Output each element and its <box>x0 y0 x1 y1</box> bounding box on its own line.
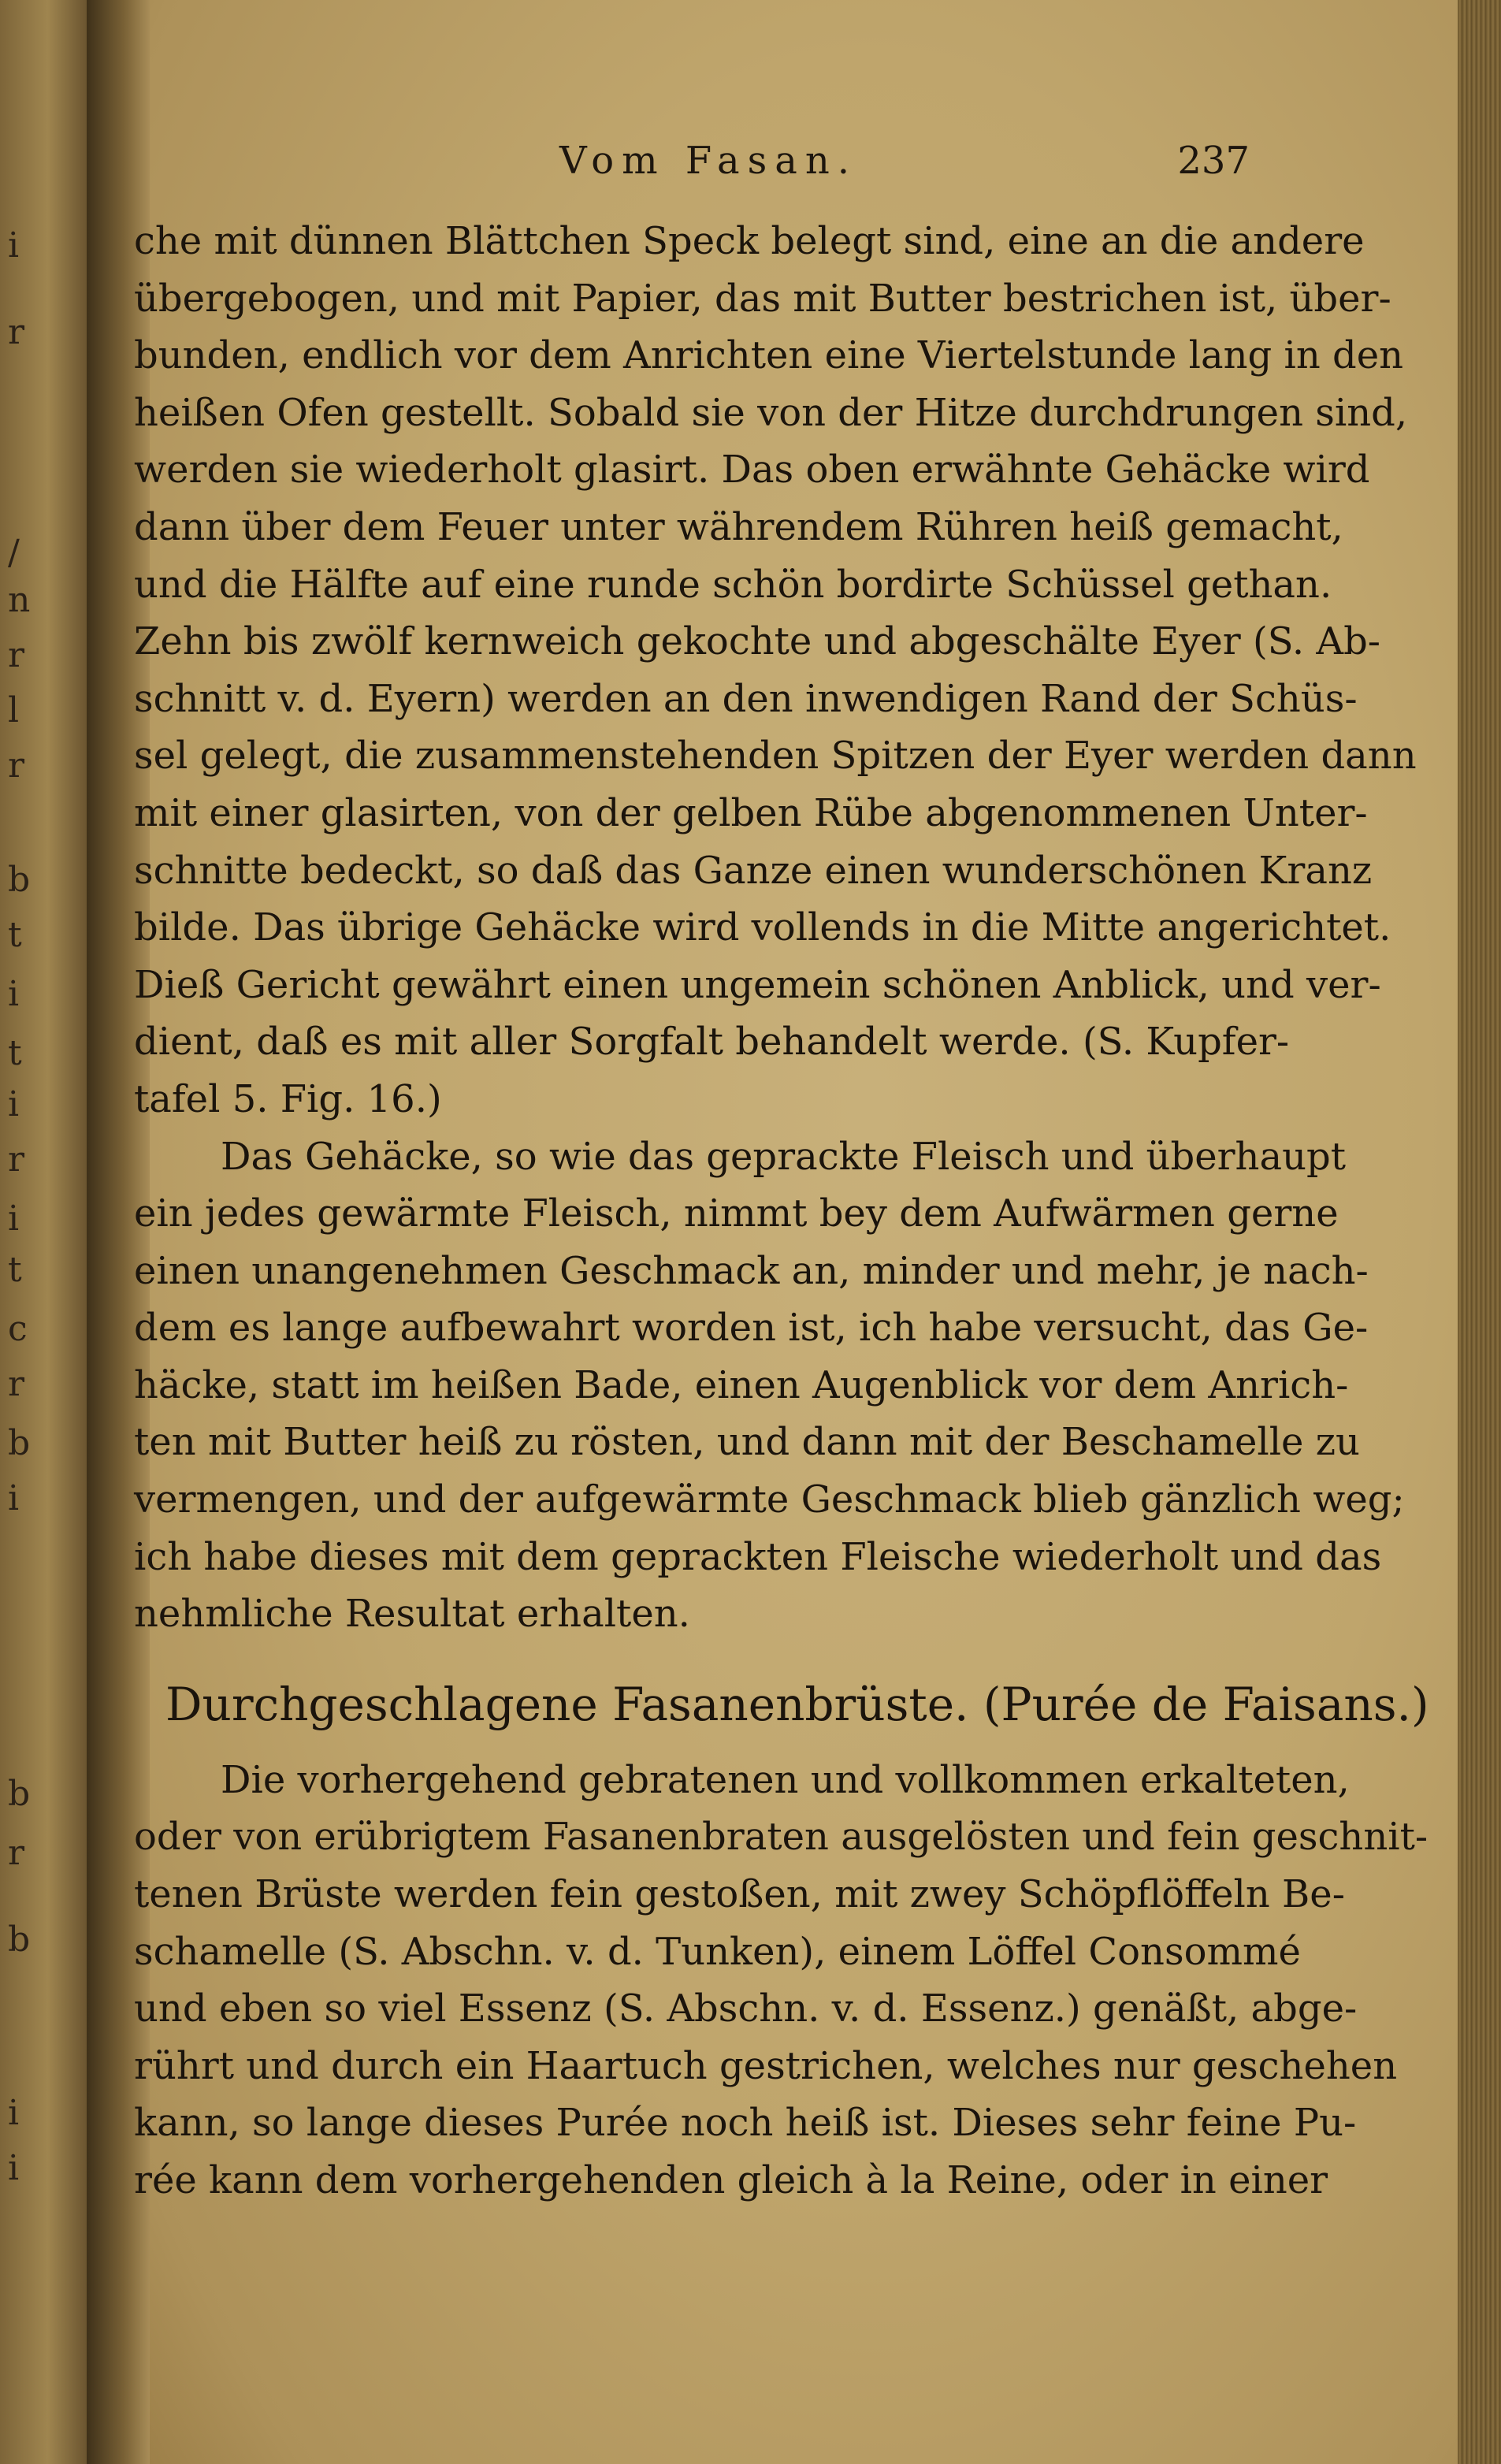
paragraph-2 <box>134 1128 1405 1643</box>
text-line: schnitt v. d. Eyern) werden an den inwendigen Rand der Schüs- <box>134 676 1358 721</box>
text-line: oder von erübrigtem Fasanenbraten ausgelösten und fein geschnit- <box>134 1815 1429 1860</box>
text-line: nehmliche Resultat erhalten. <box>134 1592 690 1637</box>
text-line: schamelle (S. Abschn. v. d. Tunken), einem Löffel Consommé <box>134 1929 1301 1974</box>
text-line: vermengen, und der aufgewärmte Geschmack blieb gänzlich weg; <box>134 1477 1405 1522</box>
body-text <box>134 213 1429 2209</box>
text-line: ich habe dieses mit dem geprackten Fleische wiederholt und das <box>134 1534 1382 1579</box>
text-line: che mit dünnen Blättchen Speck belegt sind, eine an die andere <box>134 219 1365 263</box>
text-line: heißen Ofen gestellt. Sobald sie von der Hitze durchdrungen sind, <box>134 390 1408 435</box>
text-line: sel gelegt, die zusammenstehenden Spitzen der Eyer werden dann <box>134 734 1417 779</box>
facing-page-fragment: b <box>8 1423 31 1463</box>
facing-page-fragment: r <box>8 1364 25 1404</box>
text-line: werden sie wiederholt glasirt. Das oben erwähnte Gehäcke wird <box>134 448 1370 492</box>
text-line: Dieß Gericht gewährt einen ungemein schönen Anblick, und ver- <box>134 962 1381 1007</box>
text-line: dient, daß es mit aller Sorgfalt behandelt werde. (S. Kupfer- <box>134 1020 1290 1065</box>
facing-page-fragment: b <box>8 1920 31 1960</box>
page-edges <box>1458 0 1501 2464</box>
text-line: kann, so lange dieses Purée noch heiß ist. Dieses sehr feine Pu- <box>134 2101 1357 2146</box>
facing-page-fragment: i <box>8 1084 20 1124</box>
running-header <box>425 139 1308 194</box>
text-line: und eben so viel Essenz (S. Abschn. v. d. Essenz.) genäßt, abge- <box>134 1986 1358 2031</box>
text-line: häcke, statt im heißen Bade, einen Augenblick vor dem Anrich- <box>134 1362 1349 1407</box>
text-line: bilde. Das übrige Gehäcke wird vollends in die Mitte angerichtet. <box>134 905 1391 950</box>
facing-page-fragment: i <box>8 974 20 1014</box>
facing-page-fragment: i <box>8 2093 20 2133</box>
facing-page-fragment: b <box>8 860 31 900</box>
text-line: Die vorhergehend gebratenen und vollkommen erkalteten, <box>221 1757 1350 1802</box>
text-line: bunden, endlich vor dem Anrichten eine Viertelstunde lang in den <box>134 333 1404 378</box>
running-title: Vom Fasan. <box>559 139 858 183</box>
text-line: ein jedes gewärmte Fleisch, nimmt bey dem Aufwärmen gerne <box>134 1191 1339 1236</box>
text-line: dem es lange aufbewahrt worden ist, ich habe versucht, das Ge- <box>134 1306 1369 1351</box>
facing-page-fragment: / <box>8 533 20 573</box>
facing-page-fragment: i <box>8 2148 20 2188</box>
facing-page-fragment: r <box>8 745 25 786</box>
facing-page-fragment: l <box>8 690 20 730</box>
facing-page-fragment: r <box>8 312 25 352</box>
facing-page-fragment: r <box>8 635 25 675</box>
facing-page-fragment: r <box>8 1833 25 1873</box>
facing-page-fragment: i <box>8 1478 20 1518</box>
facing-page-fragment: t <box>8 915 22 955</box>
text-line: mit einer glasirten, von der gelben Rübe abgenommenen Unter- <box>134 790 1368 835</box>
text-line: rée kann dem vorhergehenden gleich à la Reine, oder in einer <box>134 2158 1328 2202</box>
paragraph-1 <box>134 213 1417 1128</box>
facing-page-fragment: n <box>8 580 31 620</box>
facing-page-fragment: t <box>8 1250 22 1290</box>
text-line: ten mit Butter heiß zu rösten, und dann mit der Beschamelle zu <box>134 1420 1360 1465</box>
facing-page-fragment: i <box>8 225 20 266</box>
text-line: Das Gehäcke, so wie das geprackte Fleisch und überhaupt <box>221 1134 1346 1179</box>
page-number: 237 <box>1177 139 1250 183</box>
text-line: einen unangenehmen Geschmack an, minder und mehr, je nach- <box>134 1248 1369 1293</box>
facing-page-fragment: i <box>8 1199 20 1239</box>
facing-page-edge <box>0 0 87 2464</box>
text-line: rührt und durch ein Haartuch gestrichen, welches nur geschehen <box>134 2043 1398 2088</box>
text-line: schnitte bedeckt, so daß das Ganze einen wunderschönen Kranz <box>134 848 1373 893</box>
section-heading: Durchgeschlagene Fasanenbrüste. (Purée de Faisans.) <box>165 1677 1429 1731</box>
facing-page-fragment: c <box>8 1309 28 1349</box>
facing-page-fragment: r <box>8 1139 25 1180</box>
text-line: Zehn bis zwölf kernweich gekochte und abgeschälte Eyer (S. Ab- <box>134 619 1381 664</box>
section <box>134 1665 1429 2209</box>
text-line: tafel 5. Fig. 16.) <box>134 1076 442 1121</box>
facing-page-fragment: b <box>8 1774 31 1814</box>
text-line: dann über dem Feuer unter währendem Rühren heiß gemacht, <box>134 504 1343 549</box>
text-line: tenen Brüste werden fein gestoßen, mit zwey Schöpflöffeln Be- <box>134 1872 1345 1917</box>
facing-page-fragment: t <box>8 1033 22 1073</box>
text-line: übergebogen, und mit Papier, das mit Butter bestrichen ist, über- <box>134 276 1391 321</box>
text-line: und die Hälfte auf eine runde schön bordirte Schüssel gethan. <box>134 562 1332 607</box>
